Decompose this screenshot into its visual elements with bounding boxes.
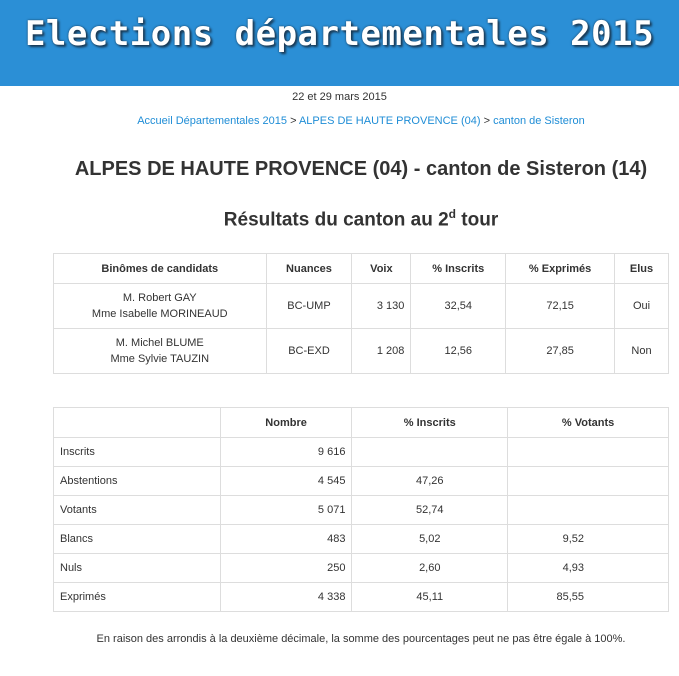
stat-votants-pct [508, 467, 669, 496]
table-header-row [54, 254, 669, 284]
election-dates: 22 et 29 mars 2015 [292, 91, 387, 103]
stat-label: Exprimés [54, 583, 221, 612]
stat-inscrits-pct: 52,74 [352, 496, 508, 525]
subtitle-superscript: d [448, 207, 456, 221]
stat-label: Blancs [54, 525, 221, 554]
elu-cell: Non [615, 329, 669, 374]
stat-inscrits-pct: 45,11 [352, 583, 508, 612]
column-header: % Inscrits [352, 408, 508, 438]
stat-votants-pct: 85,55 [508, 583, 669, 612]
table-row [54, 583, 669, 612]
stat-nombre: 4 338 [220, 583, 352, 612]
column-header: Nombre [220, 408, 352, 438]
stat-label: Inscrits [54, 438, 221, 467]
stat-nombre: 9 616 [220, 438, 352, 467]
stat-inscrits-pct: 47,26 [352, 467, 508, 496]
column-header [54, 408, 221, 438]
stat-votants-pct: 9,52 [508, 525, 669, 554]
stat-label: Abstentions [54, 467, 221, 496]
stat-nombre: 5 071 [220, 496, 352, 525]
stat-votants-pct [508, 438, 669, 467]
exprimes-pct-cell: 27,85 [506, 329, 615, 374]
column-header: % Inscrits [411, 254, 506, 284]
subtitle-suffix: tour [456, 209, 499, 231]
breadcrumb-separator: > [480, 115, 494, 127]
stat-label: Nuls [54, 554, 221, 583]
breadcrumb-home-link[interactable]: Accueil Départementales 2015 [137, 115, 288, 127]
column-header: Elus [615, 254, 669, 284]
voix-cell: 1 208 [352, 329, 411, 374]
breadcrumb-department-link[interactable]: ALPES DE HAUTE PROVENCE (04) [298, 115, 481, 127]
candidate-name: Mme Sylvie TAUZIN [110, 353, 210, 365]
nuance-cell: BC-EXD [266, 329, 352, 374]
exprimes-pct-cell: 72,15 [506, 284, 615, 329]
candidate-name: M. Michel BLUME [115, 337, 204, 349]
rounding-note: En raison des arrondis à la deuxième décimale, la somme des pourcentages peut ne pas être égale à 100%. [96, 633, 626, 645]
table-row [54, 467, 669, 496]
stat-nombre: 4 545 [220, 467, 352, 496]
column-header: % Votants [508, 408, 669, 438]
nuance-cell: BC-UMP [266, 284, 352, 329]
candidate-pair-cell [54, 329, 267, 374]
participation-stats-table [53, 407, 669, 612]
breadcrumb-separator: > [287, 115, 299, 127]
breadcrumb [0, 115, 679, 127]
table-row [54, 329, 669, 374]
candidate-name: Mme Isabelle MORINEAUD [91, 308, 228, 320]
table-row [54, 438, 669, 467]
column-header: Voix [352, 254, 411, 284]
table-row [54, 496, 669, 525]
stat-inscrits-pct: 2,60 [352, 554, 508, 583]
column-header: % Exprimés [506, 254, 615, 284]
table-row [54, 525, 669, 554]
column-header: Binômes de candidats [54, 254, 267, 284]
stat-inscrits-pct [352, 438, 508, 467]
stat-nombre: 250 [220, 554, 352, 583]
page-title: ALPES DE HAUTE PROVENCE (04) - canton de Sisteron (14) [74, 158, 648, 180]
column-header: Nuances [266, 254, 352, 284]
table-header-row [54, 408, 669, 438]
table-row [54, 554, 669, 583]
stat-votants-pct [508, 496, 669, 525]
stat-votants-pct: 4,93 [508, 554, 669, 583]
candidate-pair-cell [54, 284, 267, 329]
inscrits-pct-cell: 32,54 [411, 284, 506, 329]
stat-label: Votants [54, 496, 221, 525]
stat-inscrits-pct: 5,02 [352, 525, 508, 554]
banner-title: Elections départementales 2015 [24, 14, 655, 54]
inscrits-pct-cell: 12,56 [411, 329, 506, 374]
subtitle-text: Résultats du canton au 2 [223, 209, 449, 231]
voix-cell: 3 130 [352, 284, 411, 329]
breadcrumb-canton-link[interactable]: canton de Sisteron [493, 115, 585, 127]
candidates-results-table [53, 253, 669, 374]
site-banner [0, 0, 679, 86]
results-subtitle [0, 207, 679, 231]
table-row [54, 284, 669, 329]
stat-nombre: 483 [220, 525, 352, 554]
elu-cell: Oui [615, 284, 669, 329]
candidate-name: M. Robert GAY [122, 292, 197, 304]
